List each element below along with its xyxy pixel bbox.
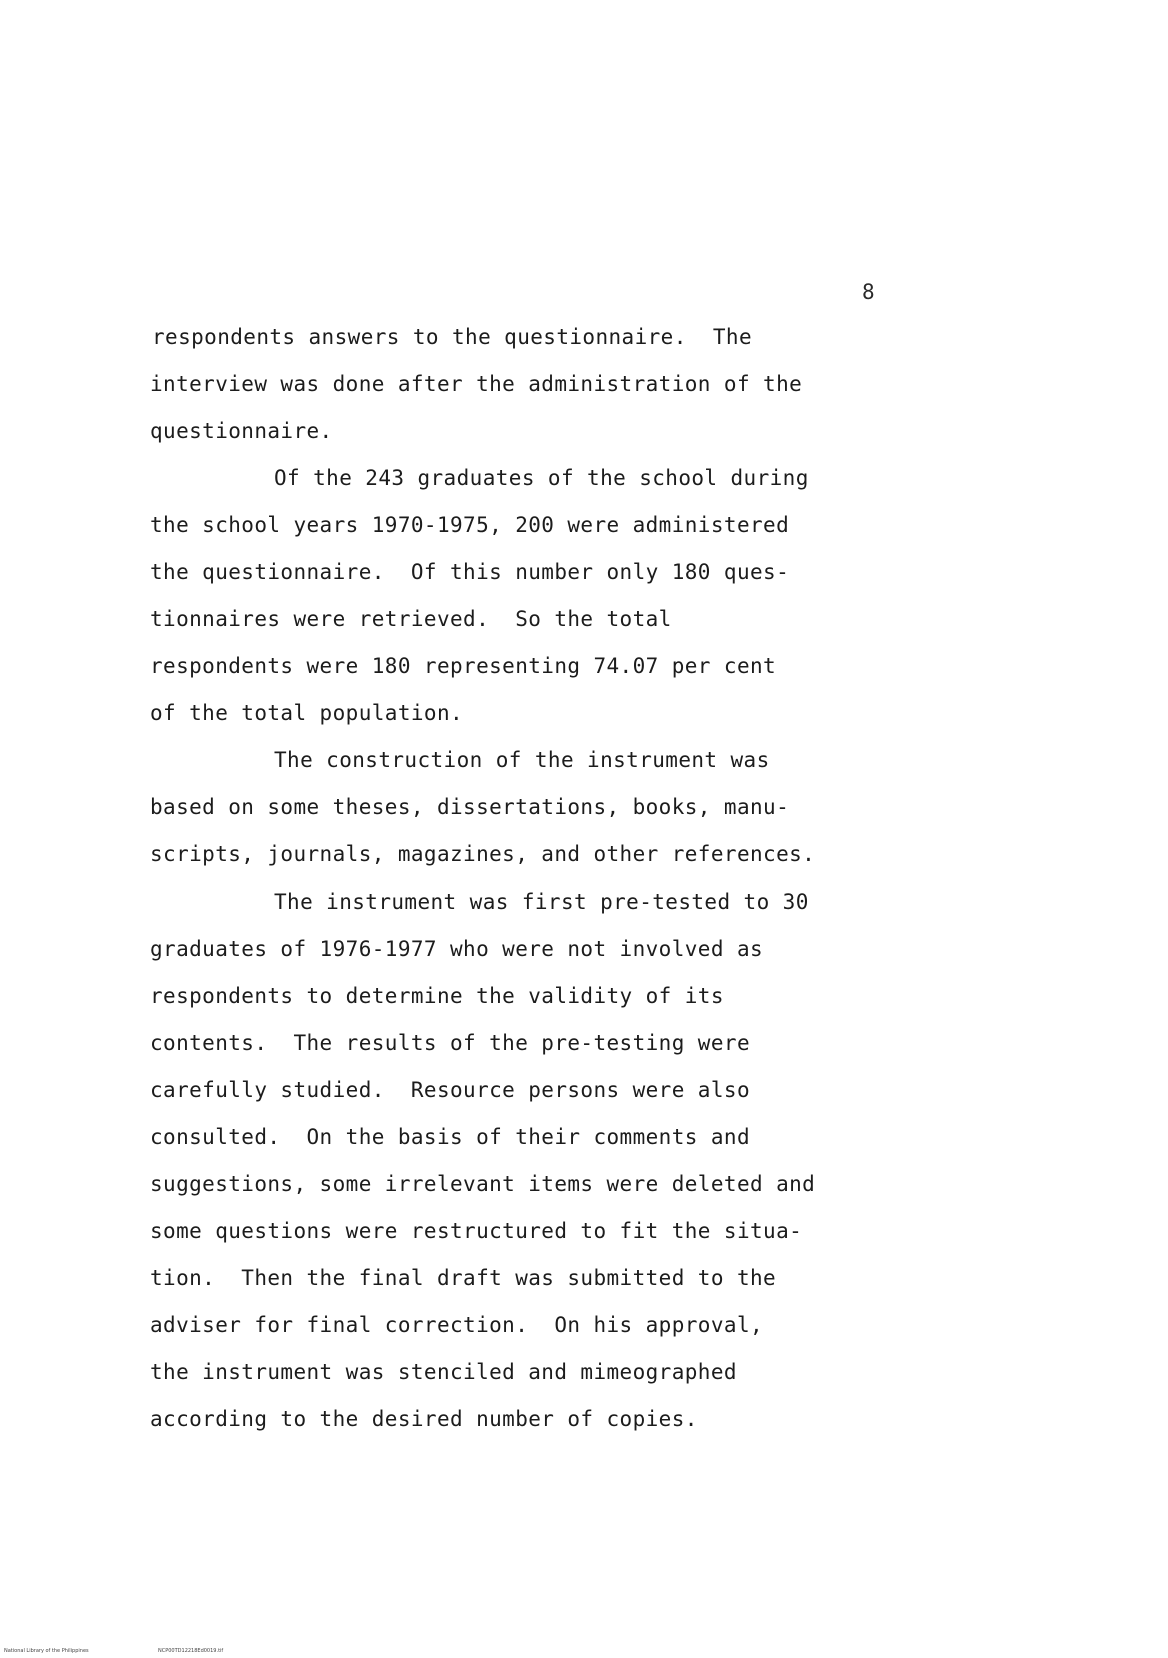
text-line: scripts, journals, magazines, and other references. bbox=[150, 842, 816, 866]
text-line: respondents were 180 representing 74.07 per cent bbox=[150, 654, 777, 678]
text-line: adviser for final correction. On his approval, bbox=[150, 1313, 764, 1337]
text-line: based on some theses, dissertations, books, manu- bbox=[150, 795, 790, 819]
text-line: graduates of 1976-1977 who were not involved as bbox=[150, 937, 764, 961]
text-line: according to the desired number of copies. bbox=[150, 1407, 698, 1431]
text-line: tion. Then the final draft was submitted to the bbox=[150, 1266, 777, 1290]
text-line: of the total population. bbox=[150, 701, 464, 725]
text-line: respondents to determine the validity of its bbox=[150, 984, 724, 1008]
text-line: interview was done after the administration of the bbox=[150, 372, 803, 396]
text-line: tionnaires were retrieved. So the total bbox=[150, 607, 672, 631]
text-line: The instrument was first pre-tested to 30 bbox=[274, 890, 809, 914]
text-line: Of the 243 graduates of the school during bbox=[274, 466, 809, 490]
text-line: some questions were restructured to fit the situa- bbox=[150, 1219, 803, 1243]
text-line: the school years 1970-1975, 200 were administered bbox=[150, 513, 790, 537]
text-line: suggestions, some irrelevant items were deleted and bbox=[150, 1172, 816, 1196]
text-line: the instrument was stenciled and mimeographed bbox=[150, 1360, 737, 1384]
footer-library: National Library of the Philippines bbox=[4, 1648, 89, 1654]
text-line: questionnaire. bbox=[150, 419, 333, 443]
text-line: carefully studied. Resource persons were also bbox=[150, 1078, 750, 1102]
text-line: contents. The results of the pre-testing were bbox=[150, 1031, 750, 1055]
text-line: respondents answers to the questionnaire. The bbox=[152, 325, 752, 349]
text-line: consulted. On the basis of their comments and bbox=[150, 1125, 750, 1149]
text-line: The construction of the instrument was bbox=[274, 748, 770, 772]
text-line: the questionnaire. Of this number only 180 ques- bbox=[150, 560, 790, 584]
footer-code: NCP00TD12218Ed0019.tif bbox=[158, 1648, 224, 1654]
page-number: 8 bbox=[862, 280, 875, 304]
